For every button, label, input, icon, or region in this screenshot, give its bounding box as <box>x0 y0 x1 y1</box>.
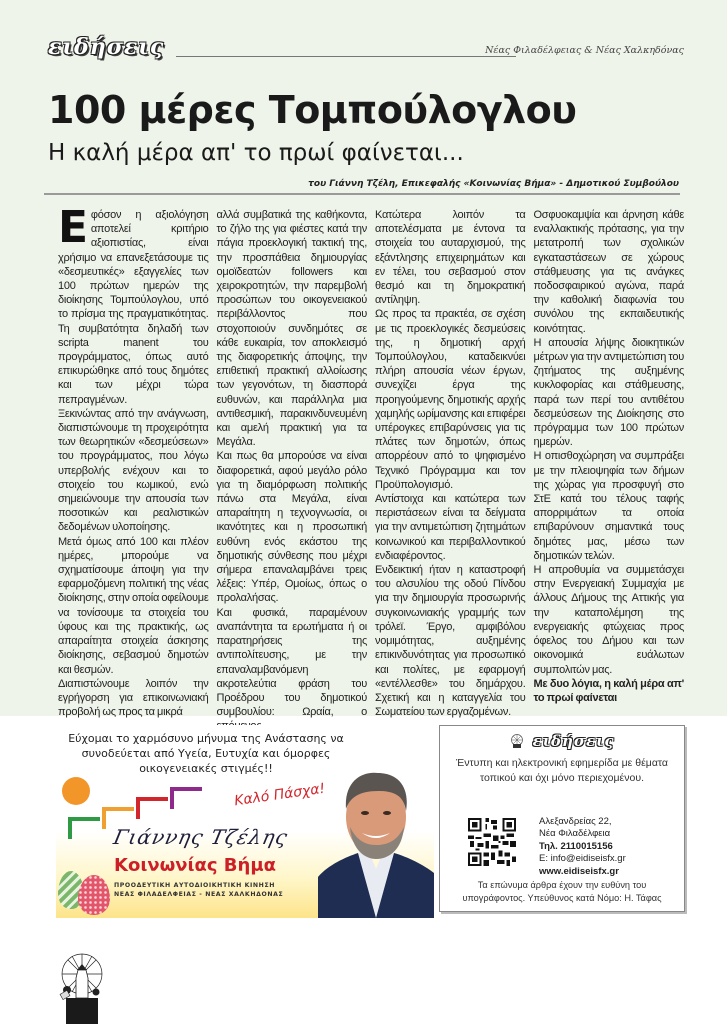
paragraph: Αντίστοιχα και κατώτερα των περιστάσεων είναι τα δείγματα για την αντιμετώπιση ζητημάτων κοινωνικού και περιβαλλοντικού ενδιαφέροντος. <box>375 493 526 562</box>
sun-logo-icon <box>62 777 90 805</box>
masthead <box>48 34 684 62</box>
paragraph: Μετά όμως από 100 και πλέον ημέρες, μπορούμε να σχηματίσουμε άποψη για την εφαρμοζόμενη πολιτική της νέας διοίκησης, στην οποία οφείλουμε να τονίσουμε τα στοιχεία του ύφους και της πρακτικής, ως απαραίτητα στοιχεία άσκησης διοίκησης, σεβασμού δημοτών και θεσμών. <box>58 535 209 676</box>
edition-label: Νέας Φιλαδέλφειας & Νέας Χαλκηδόνας <box>485 45 684 56</box>
paragraph: Διαπιστώνουμε λοιπόν την εγρήγορση για επικοινωνιακή προβολή ως προς τα μικρά <box>58 677 209 719</box>
paragraph-text: φόσον η αξιολόγηση αποτελεί κριτήριο αξιοπιστίας, είναι χρήσιμο να επανεξετάσουμε τις «δεσμευτικές» εξαγγελίες των 100 πρώτων ημερών της διοίκησης Τομπούλογλου, υπό το πρίσμα της πραγματικότητας. Τη συμβατότητα δηλαδή των scripta manent του προγράμματος, όπως αυτό επικυρώθηκε από τους δημότες και των μέχρι τώρα πεπραγμένων. <box>58 209 209 406</box>
paragraph: Ως προς τα πρακτέα, σε σχέση με τις προεκλογικές δεσμεύσεις της, η δημοτική αρχή Τομπούλογλου, καταδεικνύει πλήρη απουσία νέων έργων, συνεχίζει έργα της προηγούμενης δημοτικής αρχής χαμηλής ωρίμανσης και επιφέρει υπέρογκες επιβαρύνσεις για τις πλάτες των δημοτών, όπως απορρέουν από το ψηφισμένο Τεχνικό Πρόγραμμα και τον Προϋπολογισμό. <box>375 308 526 491</box>
article-title: 100 μέρες Τομπούλογλου <box>48 88 577 132</box>
paragraph: Ξεκινώντας από την ανάγνωση, διαπιστώνουμε τη προχειρότητα των θεωρητικών «δεσμεύσεων» του προγράμματος, που λόγω υπερβολής ενέχουν και το στοιχείο του κωμικού, ενώ σημειώνουμε την απουσία των ποσοτικών και ρεαλιστικών δεδομένων υλοποίησης. <box>58 407 209 534</box>
paragraph: Η απουσία λήψης διοικητικών μέτρων για την αντιμετώπιση του ζητήματος της αυξημένης κυκλοφορίας και στάθμευσης, παρά των περί του αντιθέτου δεσμεύσεων της Διοίκησης στο πρόγραμμα των 100 πρώτων ημερών. <box>533 336 684 449</box>
email-address[interactable]: E: info@eidiseisfx.gr <box>539 853 626 865</box>
windmill-icon <box>510 734 524 748</box>
article-column-1 <box>58 202 209 719</box>
article-body <box>58 202 684 719</box>
contact-details <box>539 816 626 878</box>
article-byline: του Γιάννη Τζέλη, Επικεφαλής «Κοινωνίας Βήμα» - Δημοτικού Συμβούλου <box>308 179 679 189</box>
paragraph: Η απροθυμία να συμμετάσχει στην Ενεργειακή Συμμαχία με άλλους Δήμους της Αττικής για την καταπολέμηση της ενεργειακής φτώχειας προς όφελος του Δήμου και των οικονομικά ευάλωτων συμπολιτών μας. <box>533 564 684 676</box>
paragraph: Ενδεικτική ήταν η καταστροφή του αλσυλίου της οδού Πίνδου για την δημιουργία προσωρινής συγκοινωνιακής γραμμής των τρόλεϊ. Έργο, αμφιβόλου νομιμότητας, αυξημένης επικινδυνότητας για προσωπικό και πολίτες, με εφαρμογή «εντέλλεσθε» του δημάρχου. Σχετική και η καταγγελία του Σωματείου των εργαζομένων. <box>375 564 526 719</box>
article-column-4 <box>534 208 685 712</box>
qr-code-icon[interactable] <box>468 818 516 866</box>
website-link[interactable]: www.eidiseisfx.gr <box>539 865 619 877</box>
party-tagline-line-1: ΠΡΟΟΔΕΥΤΙΚΗ ΑΥΤΟΔΙΟΙΚΗΤΙΚΗ ΚΙΝΗΣΗ <box>114 882 276 889</box>
logo-step-green-icon <box>68 817 100 839</box>
paragraph: Η οπισθοχώρηση να συμπράξει με την πλειοψηφία των δήμων της χώρας για προσφυγή στο ΣτΕ κατά του τέλους ταφής απορριμάτων τα οποία επιβαρύνουν σημαντικά τους δημότες μας, μέσω των δημοτικών τελών. <box>533 450 684 562</box>
paragraph: Οσφυοκαμψία και άρνηση κάθε εναλλακτικής πρότασης, για την μετατροπή των σχολικών εγκαταστάσεων σε χώρους στάθμευσης για τις ανάγκες ποδοσφαιρικού αγώνα, παρά την καθολική διαφωνία του συνόλου της εκπαιδευτικής κοινότητας. <box>533 209 684 335</box>
paragraph <box>58 202 209 407</box>
article-column-3 <box>375 208 526 719</box>
paragraph: Κατώτερα λοιπόν τα αποτελέσματα με έντονα τα στοιχεία του αυταρχισμού, της εξάντλησης επιχειρημάτων και εν τέλει, του σεβασμού στον θεσμό και τη δημοκρατική αντίληψη. <box>375 209 526 307</box>
party-tagline <box>114 881 283 899</box>
signature: Γιάννης Τζέλης <box>111 825 291 849</box>
paragraph: Και πως θα μπορούσε να είναι διαφορετικά, αφού μεγάλο ρόλο για τη διαμόρφωση πολιτικής πάνω στα Μεγάλα, είναι απαραίτητη η τεχνογνωσία, οι ικανότητες και η προσωπική ευθύνη ενός εκάστου της δημοτικής σύνθεσης που μέχρι σήμερα επαναλαμβάνει τρεις λέξεις: Υπέρ, Ομοίως, όπως ο προλαλήσας. <box>216 450 367 605</box>
paragraph: Και φυσικά, παραμένουν αναπάντητα τα ερωτήματα ή οι παρατηρήσεις της αντιπολίτευσης, με την επαναλαμβανόμενη ακροτελεύτια φράση του Προέδρου του δημοτικού συμβουλίου: Ωραία, ο <box>216 606 367 719</box>
newspaper-info-box <box>439 725 685 912</box>
info-logo <box>440 732 684 750</box>
windmill-icon <box>58 952 106 1024</box>
phone-number[interactable]: Τηλ. 2110015156 <box>539 840 613 852</box>
paragraph: αλλά συμβατικά της καθήκοντα, το ζήλο της για φιέστες κατά την πάγια προεκλογική τακτική της, την προσπάθεια δημιουργίας ομοϊδεατών followers και χειροκροτητών, την παρεμβολή προσώπων του οικογενειακού περιβάλλοντος που στοχοποιούν συνδημότες σε κάθε ευκαιρία, τον αποκλεισμό της διαφορετικής άποψης, την επιθετική πρακτική αλλοίωσης των γεγονότων, τη διασπορά ευθυνών, και παράλληλα μια αντιθεσμική, παρακινδυνευμένη και αμελή πρακτική για τα Μεγάλα. <box>216 209 367 449</box>
closing-statement: Με δυο λόγια, η καλή μέρα απ' το πρωί φαίνεται <box>533 677 684 704</box>
logo-step-red-icon <box>136 797 168 819</box>
info-description: Έντυπη και ηλεκτρονική εφημερίδα με θέματα τοπικού και όχι μόνο περιεχομένου. <box>456 757 668 784</box>
logo-step-purple-icon <box>170 787 202 809</box>
brand-logo[interactable]: ειδήσεις <box>48 34 165 60</box>
address-line-2: Νέα Φιλαδέλφεια <box>539 828 611 840</box>
drop-cap: Ε <box>58 202 88 253</box>
candidate-photo <box>318 757 434 918</box>
party-tagline-line-2: ΝΕΑΣ ΦΙΛΑΔΕΛΦΕΙΑΣ - ΝΕΑΣ ΧΑΛΚΗΔΟΝΑΣ <box>114 891 284 898</box>
ad-greeting: Εύχομαι το χαρμόσυνο μήνυμα της Ανάστασης να συνοδεύεται από Υγεία, Ευτυχία και όμορφες οικογενειακές στιγμές!! <box>68 732 344 775</box>
article-subtitle: Η καλή μέρα απ' το πρωί φαίνεται... <box>48 140 464 166</box>
easter-egg-pink-icon <box>78 875 110 915</box>
easter-advertisement[interactable] <box>56 725 434 918</box>
legal-disclaimer: Τα επώνυμα άρθρα έχουν την ευθύνη του υπογράφοντος. Υπεύθυνος κατά Νόμο: Η. Τάφας <box>462 880 662 903</box>
masthead-divider <box>176 56 516 57</box>
easter-wish: Καλό Πάσχα! <box>233 780 327 810</box>
article-column-2 <box>216 208 368 719</box>
address-line-1: Αλεξανδρείας 22, <box>539 816 612 827</box>
party-name: Κοινωνίας Βήμα <box>114 855 276 876</box>
info-brand: ειδήσεις <box>532 732 615 750</box>
byline-divider <box>44 193 680 195</box>
